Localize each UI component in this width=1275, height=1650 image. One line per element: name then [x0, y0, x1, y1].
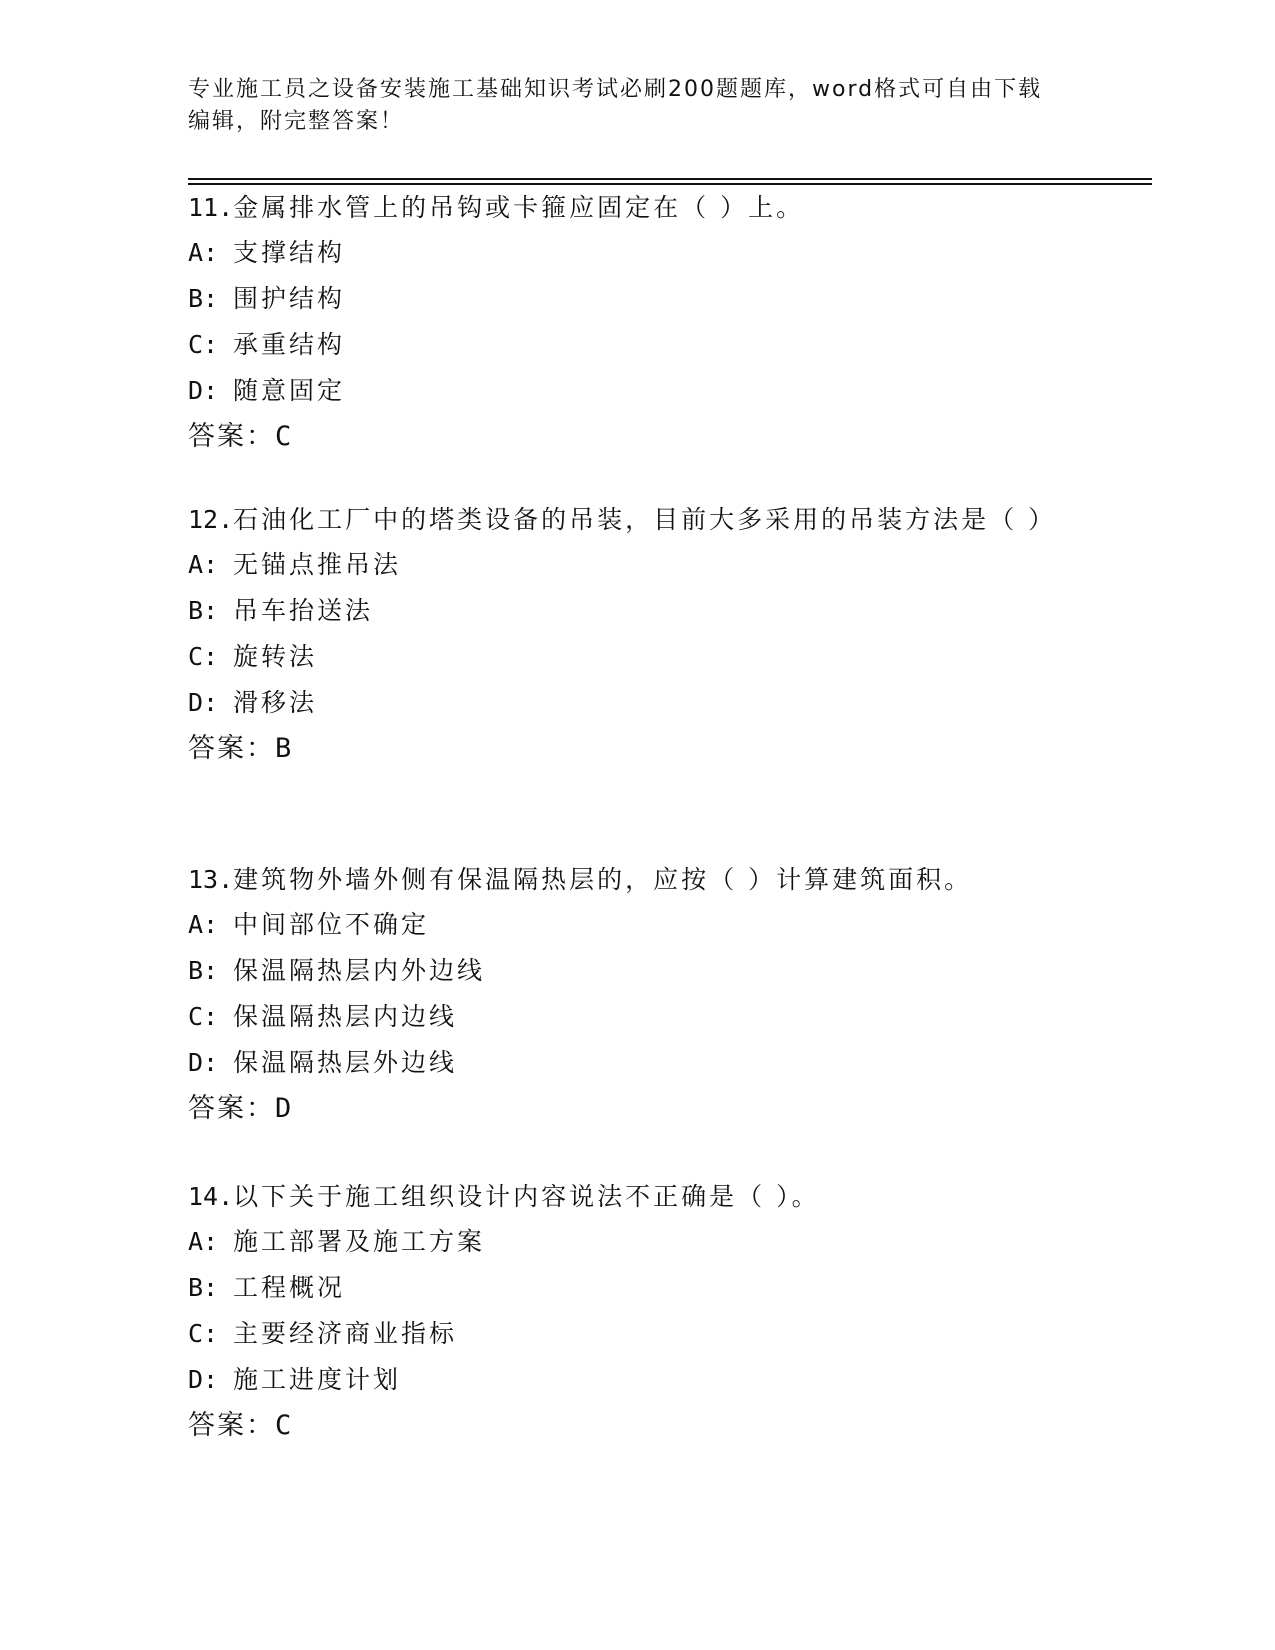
- option-text: 主要经济商业指标: [233, 1319, 458, 1348]
- option-key: B:: [188, 1273, 219, 1302]
- option-key: A:: [188, 550, 219, 579]
- option-key: A:: [188, 1227, 219, 1256]
- header-divider-top: [188, 178, 1152, 180]
- option-key: C:: [188, 1002, 219, 1031]
- document-header: [188, 74, 1088, 138]
- option-text: 施工部署及施工方案: [233, 1227, 486, 1256]
- option-text: 保温隔热层外边线: [233, 1048, 458, 1077]
- option-key: D:: [188, 1048, 219, 1077]
- question-number: 13.: [188, 865, 234, 894]
- answer-line: [188, 1403, 1068, 1449]
- option-b: [188, 948, 1068, 994]
- option-text: 支撑结构: [233, 238, 346, 267]
- option-a: [188, 542, 1068, 588]
- answer-line: [188, 414, 1068, 460]
- option-key: D:: [188, 688, 219, 717]
- option-text: 工程概况: [233, 1273, 346, 1302]
- question-text: 金属排水管上的吊钩或卡箍应固定在（ ）上。: [233, 193, 805, 222]
- option-text: 随意固定: [233, 376, 346, 405]
- question-14: [188, 1175, 1068, 1449]
- header-line-1: 专业施工员之设备安装施工基础知识考试必刷200题题库，word格式可自由下载: [188, 77, 1043, 102]
- header-line-2: 编辑，附完整答案！: [188, 109, 405, 134]
- question-text: 石油化工厂中的塔类设备的吊装，目前大多采用的吊装方法是（ ）: [233, 505, 1057, 534]
- answer-line: [188, 726, 1068, 772]
- answer-label: 答案：: [188, 1410, 275, 1441]
- question-number: 11.: [188, 193, 234, 222]
- option-text: 滑移法: [233, 688, 318, 717]
- answer-label: 答案：: [188, 733, 275, 764]
- answer-value: B: [275, 733, 294, 764]
- option-key: C:: [188, 642, 219, 671]
- answer-value: C: [275, 1410, 294, 1441]
- question-number: 14.: [188, 1182, 234, 1211]
- answer-line: [188, 1086, 1068, 1132]
- question-stem: [188, 186, 1068, 230]
- option-c: [188, 1311, 1068, 1357]
- question-12: [188, 498, 1068, 772]
- question-text: 以下关于施工组织设计内容说法不正确是（ ）。: [233, 1182, 820, 1211]
- option-key: B:: [188, 956, 219, 985]
- option-text: 旋转法: [233, 642, 318, 671]
- option-a: [188, 902, 1068, 948]
- option-key: A:: [188, 238, 219, 267]
- option-b: [188, 588, 1068, 634]
- option-text: 保温隔热层内边线: [233, 1002, 458, 1031]
- option-key: D:: [188, 376, 219, 405]
- question-13: [188, 858, 1068, 1132]
- option-text: 中间部位不确定: [233, 910, 430, 939]
- option-d: [188, 1040, 1068, 1086]
- option-key: B:: [188, 596, 219, 625]
- option-d: [188, 368, 1068, 414]
- option-text: 无锚点推吊法: [233, 550, 402, 579]
- option-key: D:: [188, 1365, 219, 1394]
- option-d: [188, 680, 1068, 726]
- question-number: 12.: [188, 505, 234, 534]
- option-a: [188, 230, 1068, 276]
- option-text: 保温隔热层内外边线: [233, 956, 486, 985]
- option-text: 承重结构: [233, 330, 346, 359]
- option-b: [188, 276, 1068, 322]
- option-b: [188, 1265, 1068, 1311]
- answer-label: 答案：: [188, 1093, 275, 1124]
- option-c: [188, 322, 1068, 368]
- answer-value: D: [275, 1093, 294, 1124]
- option-text: 吊车抬送法: [233, 596, 374, 625]
- option-key: C:: [188, 1319, 219, 1348]
- option-text: 施工进度计划: [233, 1365, 402, 1394]
- option-key: A:: [188, 910, 219, 939]
- header-divider-bottom: [188, 183, 1152, 185]
- question-stem: [188, 1175, 1068, 1219]
- answer-label: 答案：: [188, 421, 275, 452]
- question-11: [188, 186, 1068, 460]
- option-d: [188, 1357, 1068, 1403]
- option-text: 围护结构: [233, 284, 346, 313]
- option-key: B:: [188, 284, 219, 313]
- question-text: 建筑物外墙外侧有保温隔热层的，应按（ ）计算建筑面积。: [233, 865, 973, 894]
- option-key: C:: [188, 330, 219, 359]
- option-c: [188, 634, 1068, 680]
- option-c: [188, 994, 1068, 1040]
- question-stem: [188, 858, 1068, 902]
- question-stem: [188, 498, 1068, 542]
- option-a: [188, 1219, 1068, 1265]
- answer-value: C: [275, 421, 294, 452]
